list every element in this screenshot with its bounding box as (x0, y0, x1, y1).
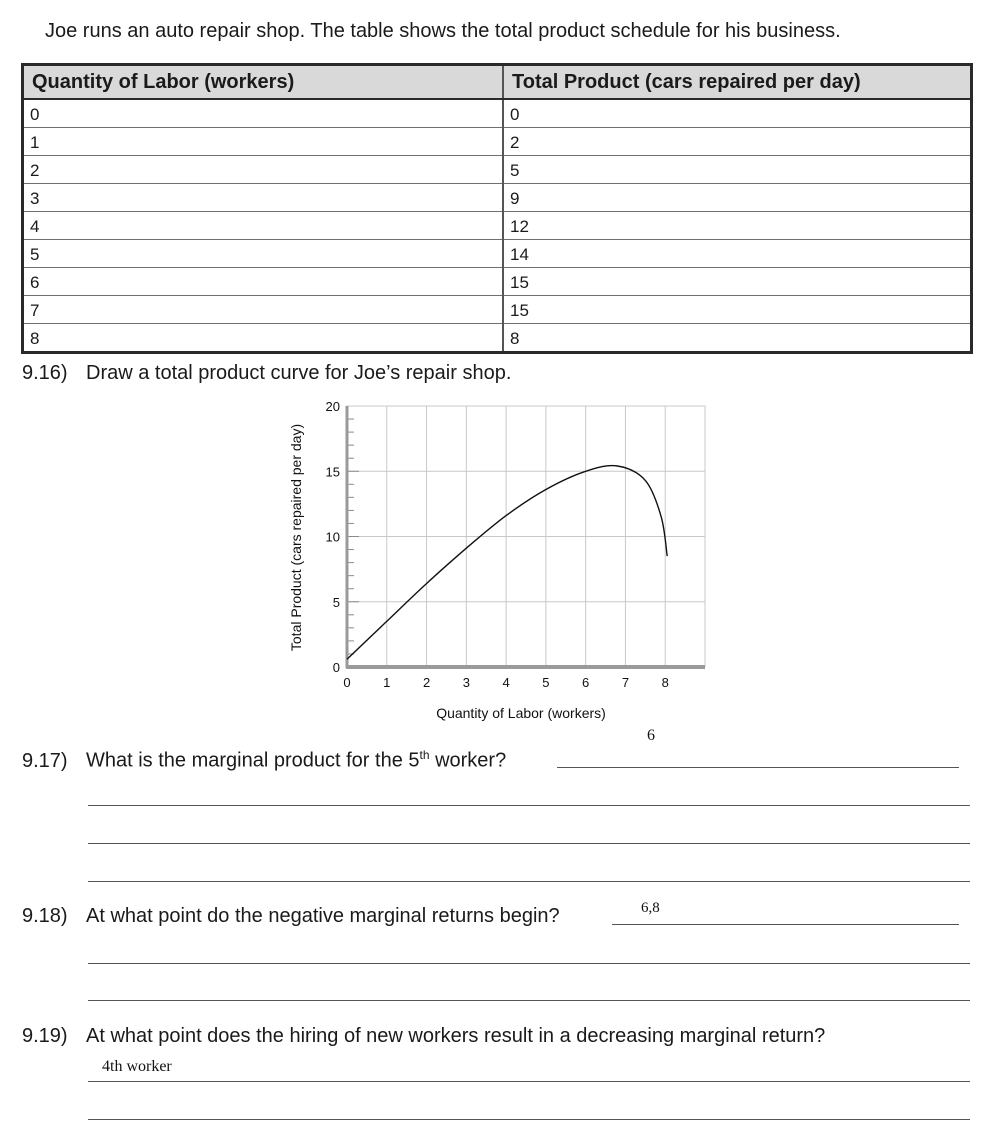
product-cell: 0 (503, 99, 972, 128)
x-tick-label: 8 (661, 675, 669, 690)
product-cell: 12 (503, 212, 972, 240)
y-tick-label: 0 (332, 660, 340, 675)
column-header-labor: Quantity of Labor (workers) (23, 65, 504, 100)
y-tick-label: 10 (325, 529, 340, 545)
y-tick-label: 20 (325, 399, 340, 414)
x-axis-label: Quantity of Labor (workers) (436, 705, 606, 721)
product-cell: 9 (503, 184, 972, 212)
x-tick-label: 5 (542, 675, 550, 690)
labor-cell: 8 (23, 324, 504, 353)
question-text: At what point does the hiring of new workers result in a decreasing marginal return? (86, 1025, 826, 1047)
question-9-19 (22, 1025, 825, 1048)
product-cell: 5 (503, 156, 972, 184)
answer-line[interactable] (88, 843, 970, 844)
y-axis-label: Total Product (cars repaired per day) (288, 423, 304, 652)
question-9-17 (22, 748, 506, 773)
y-tick-label: 15 (325, 464, 340, 480)
labor-cell: 2 (23, 156, 504, 184)
answer-line[interactable] (557, 767, 959, 768)
product-cell: 15 (503, 296, 972, 324)
labor-cell: 3 (23, 184, 504, 212)
question-text: Draw a total product curve for Joe’s repair shop. (86, 362, 512, 384)
question-number: 9.16) (22, 362, 68, 384)
answer-line[interactable] (88, 881, 970, 882)
product-cell: 2 (503, 128, 972, 156)
column-header-total-product: Total Product (cars repaired per day) (503, 65, 972, 100)
x-tick-label: 6 (582, 675, 590, 690)
labor-cell: 1 (23, 128, 504, 156)
answer-9-17[interactable]: 6 (647, 727, 655, 744)
labor-cell: 0 (23, 99, 504, 128)
answer-line[interactable] (88, 1081, 970, 1082)
question-9-18 (22, 905, 560, 928)
product-cell: 8 (503, 324, 972, 353)
x-tick-label: 7 (621, 675, 630, 690)
x-tick-label: 4 (502, 675, 510, 690)
x-tick-labels (343, 675, 668, 690)
x-tick-label: 3 (462, 675, 470, 690)
intro-text: Joe runs an auto repair shop. The table shows the total product schedule for his business. (45, 20, 841, 42)
answer-line[interactable] (88, 805, 970, 806)
product-cell: 14 (503, 240, 972, 268)
superscript: th (419, 748, 430, 762)
question-number: 9.19) (22, 1025, 68, 1047)
answer-line[interactable] (612, 924, 959, 925)
question-number: 9.18) (22, 905, 68, 927)
y-tick-label: 5 (332, 594, 340, 610)
labor-cell: 6 (23, 268, 504, 296)
question-text-end: worker? (429, 749, 507, 772)
question-number: 9.17) (22, 749, 68, 772)
labor-cell: 4 (23, 212, 504, 240)
labor-cell: 7 (23, 296, 504, 324)
answer-9-18[interactable]: 6,8 (641, 900, 660, 916)
answer-line[interactable] (88, 963, 970, 964)
answer-line[interactable] (88, 1000, 970, 1001)
answer-9-19[interactable]: 4th worker (102, 1058, 172, 1075)
x-tick-label: 2 (422, 675, 431, 690)
x-tick-label: 1 (383, 675, 391, 690)
x-tick-label: 0 (343, 675, 351, 690)
question-text: What is the marginal product for the 5 (86, 749, 420, 772)
labor-cell: 5 (23, 240, 504, 268)
chart-grid (347, 406, 705, 667)
y-tick-labels (326, 399, 340, 675)
answer-line[interactable] (88, 1119, 970, 1120)
product-cell: 15 (503, 268, 972, 296)
question-text: At what point do the negative marginal returns begin? (86, 905, 560, 927)
